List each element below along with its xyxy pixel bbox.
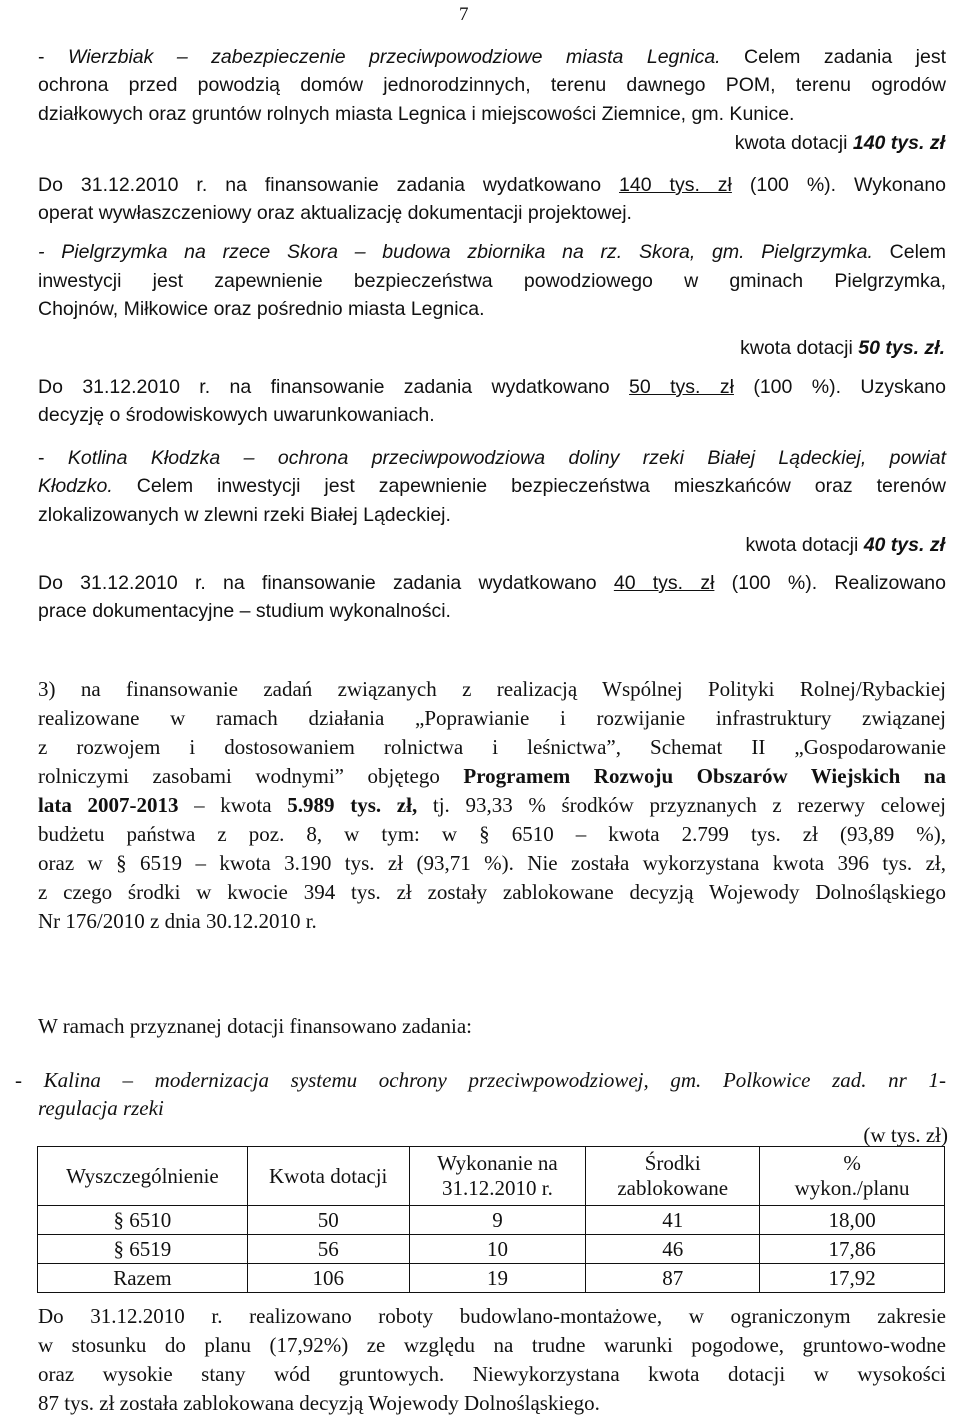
unit-note: (w tys. zł) <box>863 1123 948 1147</box>
funding-table <box>37 1146 945 1293</box>
sec3-line8: z czego środki w kwocie 394 tys. zł zostały zablokowane decyzją Wojewody Dolnośląskiego <box>38 880 946 904</box>
item3-line1: - Kotlina Kłodzka – ochrona przeciwpowodziowa doliny rzeki Białej Lądeckiej, powiat <box>38 447 946 469</box>
table-cell: § 6519 <box>38 1235 248 1264</box>
table-cell: § 6510 <box>38 1206 248 1235</box>
closing-line1: Do 31.12.2010 r. realizowano roboty budowlano-montażowe, w ograniczonym zakresie <box>38 1304 946 1328</box>
table-cell: 41 <box>586 1206 760 1235</box>
table-cell: 50 <box>247 1206 409 1235</box>
table-cell: 10 <box>409 1235 586 1264</box>
table-cell: 17,92 <box>760 1264 945 1293</box>
sec3-line7: oraz w § 6519 – kwota 3.190 tys. zł (93,71 %). Nie została wykorzystana kwota 396 tys. zł, <box>38 851 946 875</box>
item1-line1: - Wierzbiak – zabezpieczenie przeciwpowodziowe miasta Legnica. Celem zadania jest <box>38 46 946 68</box>
item2-line3: Chojnów, Miłkowice oraz pośrednio miasta Legnica. <box>38 298 485 320</box>
item3-line6: prace dokumentacyjne – studium wykonalności. <box>38 600 451 622</box>
item1-line6: operat wywłaszczeniowy oraz aktualizację dokumentacji projektowej. <box>38 202 632 224</box>
sec3-line4: rolniczymi zasobami wodnymi” objętego Programem Rozwoju Obszarów Wiejskich na <box>38 764 946 788</box>
col-header: Kwota dotacji <box>247 1147 409 1206</box>
table-cell: 87 <box>586 1264 760 1293</box>
table-cell: 106 <box>247 1264 409 1293</box>
sec3-line2: realizowane w ramach działania „Poprawianie i rozwijanie infrastruktury związanej <box>38 706 946 730</box>
table-row <box>38 1235 945 1264</box>
table-cell: Razem <box>38 1264 248 1293</box>
col-header: % wykon./planu <box>760 1147 945 1206</box>
sec3-line3: z rozwojem i dostosowaniem rolnictwa i leśnictwa”, Schemat II „Gospodarowanie <box>38 735 946 759</box>
sec3-line5: lata 2007-2013 – kwota 5.989 tys. zł, tj. 93,33 % środków przyznanych z rezerwy celowej <box>38 793 946 817</box>
item1-do-line: Do 31.12.2010 r. na finansowanie zadania wydatkowano 140 tys. zł (100 %). Wykonano <box>38 174 947 196</box>
table-cell: 19 <box>409 1264 586 1293</box>
item3-do-line: Do 31.12.2010 r. na finansowanie zadania wydatkowano 40 tys. zł (100 %). Realizowano <box>38 572 946 594</box>
table-cell: 18,00 <box>760 1206 945 1235</box>
col-header: Środki zablokowane <box>586 1147 760 1206</box>
sec3-line1: 3) na finansowanie zadań związanych z realizacją Wspólnej Polityki Rolnej/Rybackiej <box>38 677 946 701</box>
item1-kwota: kwota dotacji 140 tys. zł <box>734 132 945 154</box>
col-header: Wykonanie na 31.12.2010 r. <box>409 1147 586 1206</box>
intro-text: W ramach przyznanej dotacji finansowano zadania: <box>38 1014 472 1038</box>
item1-line3: działkowych oraz gruntów rolnych miasta Legnica i miejscowości Ziemnice, gm. Kunice. <box>38 103 795 125</box>
sec3-line9: Nr 176/2010 z dnia 30.12.2010 r. <box>38 909 317 933</box>
item1-line2: ochrona przed powodzią domów jednorodzinnych, terenu dawnego POM, terenu ogrodów <box>38 74 946 96</box>
item2-do-line: Do 31.12.2010 r. na finansowanie zadania wydatkowano 50 tys. zł (100 %). Uzyskano <box>38 376 946 398</box>
table-header-row <box>38 1147 945 1206</box>
table-row <box>38 1264 945 1293</box>
item2-line1: - Pielgrzymka na rzece Skora – budowa zbiornika na rz. Skora, gm. Pielgrzymka. Celem <box>38 241 946 263</box>
item3-line3: zlokalizowanych w zlewni rzeki Białej Lądeckiej. <box>38 504 451 526</box>
item3-line2: Kłodzko. Celem inwestycji jest zapewnienie bezpieczeństwa mieszkańców oraz terenów <box>38 475 946 497</box>
table-row <box>38 1206 945 1235</box>
kalina-line2: regulacja rzeki <box>38 1096 164 1120</box>
item2-line6: decyzję o środowiskowych uwarunkowaniach. <box>38 404 435 426</box>
page-number: 7 <box>459 4 469 25</box>
table-cell: 46 <box>586 1235 760 1264</box>
col-header: Wyszczególnienie <box>38 1147 248 1206</box>
closing-line3: oraz wysokie stany wód gruntowych. Niewykorzystana kwota dotacji w wysokości <box>38 1362 946 1386</box>
item3-kwota: kwota dotacji 40 tys. zł <box>745 534 945 556</box>
closing-line4: 87 tys. zł została zablokowana decyzją Wojewody Dolnośląskiego. <box>38 1391 600 1415</box>
kalina-line1: - Kalina – modernizacja systemu ochrony przeciwpowodziowej, gm. Polkowice zad. nr 1- <box>15 1068 946 1092</box>
item2-line2: inwestycji jest zapewnienie bezpieczeństwa powodziowego w gminach Pielgrzymka, <box>38 270 946 292</box>
table-cell: 9 <box>409 1206 586 1235</box>
closing-line2: w stosunku do planu (17,92%) ze względu na trudne warunki pogodowe, gruntowo-wodne <box>38 1333 946 1357</box>
table-cell: 17,86 <box>760 1235 945 1264</box>
sec3-line6: budżetu państwa z poz. 8, w tym: w § 6510 – kwota 2.799 tys. zł (93,89 %), <box>38 822 946 846</box>
table-cell: 56 <box>247 1235 409 1264</box>
item2-kwota: kwota dotacji 50 tys. zł. <box>740 337 945 359</box>
